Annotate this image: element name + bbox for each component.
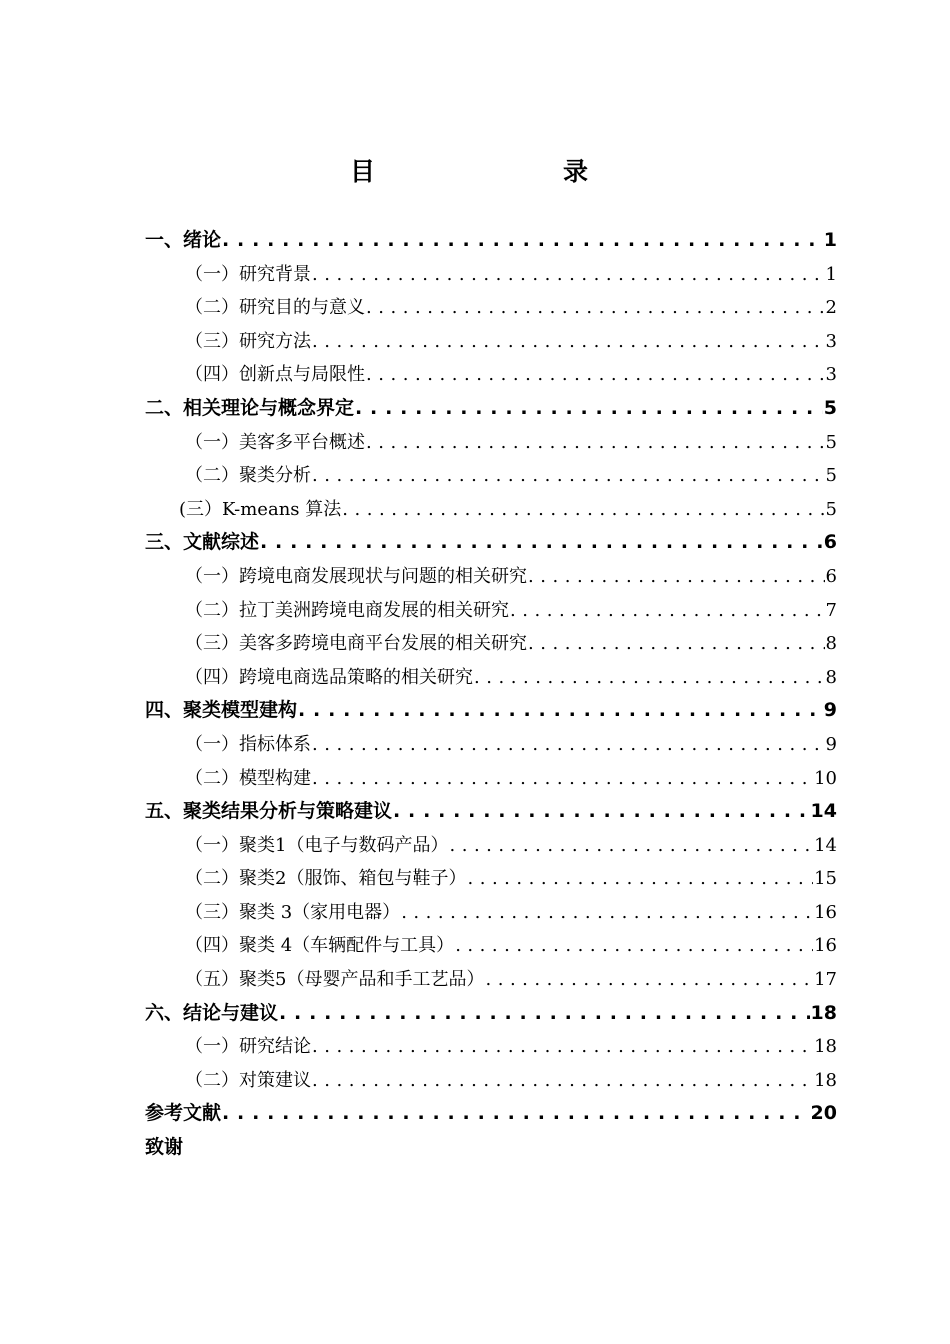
toc-entry-text: （五）聚类5（母婴产品和手工艺品） [185,969,485,991]
toc-page-number: 5 [825,498,837,520]
toc-entry-text: （二）对策建议 [185,1069,311,1091]
toc-page-number: 6 [823,531,837,554]
toc-entry[interactable] [145,1097,837,1131]
toc-page-number: 18 [814,1036,837,1058]
toc-entry-text: 一、绪论 [145,229,222,251]
toc-page-number: 1 [825,263,837,285]
toc-entry-text: （一）指标体系 [185,733,311,755]
toc-entry-text: （一）跨境电商发展现状与问题的相关研究 [185,565,527,587]
toc-entry[interactable] [145,762,837,796]
toc-entry-text: 六、结论与建议 [145,1001,279,1024]
toc-leader [401,896,813,930]
toc-leader [312,258,825,292]
toc-page-number: 15 [814,868,837,890]
toc-entry[interactable] [145,358,837,392]
toc-page-number: 18 [810,1001,837,1024]
toc-entry-text: （二）聚类分析 [185,465,311,487]
toc-page-number: 8 [825,666,837,688]
toc-leader [366,426,825,460]
toc-entry-text: （三）研究方法 [185,330,311,352]
toc-leader [298,694,823,728]
toc-entry[interactable] [145,829,837,863]
toc-entry-text: （四）创新点与局限性 [185,364,365,386]
toc-entry[interactable] [145,627,837,661]
toc-leader [222,1097,810,1131]
toc-title: 目 录 [349,157,634,186]
toc-entry[interactable] [145,963,837,997]
toc-entry[interactable] [145,896,837,930]
toc-leader [342,493,824,527]
toc-entry-text: （四）跨境电商选品策略的相关研究 [185,666,473,688]
toc-page-number: 5 [825,431,837,453]
toc-entry-text: 致谢 [145,1136,184,1159]
toc-entry-text: （三）美客多跨境电商平台发展的相关研究 [185,633,527,655]
toc-leader [366,291,825,325]
toc-leader [312,762,813,796]
toc-page-number: 3 [825,330,837,352]
toc-leader [455,929,813,963]
toc-entry[interactable] [145,1030,837,1064]
toc-entry-text: （二）模型构建 [185,767,311,789]
toc-entry[interactable] [145,493,837,527]
toc-page-number: 16 [814,901,837,923]
toc-leader [528,560,825,594]
toc-page-number: 14 [810,800,837,823]
toc-leader [528,627,825,661]
toc-entry[interactable] [145,1064,837,1098]
table-of-contents [145,224,837,1165]
toc-page-number: 18 [814,1069,837,1091]
toc-entry-text: （二）拉丁美洲跨境电商发展的相关研究 [185,599,509,621]
toc-page-number: 5 [823,396,837,419]
toc-page-number: 9 [823,699,837,722]
toc-entry-text: （三）聚类 3（家用电器） [185,901,401,923]
toc-leader [449,829,813,863]
toc-entry[interactable] [145,325,837,359]
toc-page-number: 6 [825,565,837,587]
toc-page-number: 10 [814,767,837,789]
toc-entry[interactable] [145,426,837,460]
toc-leader [366,358,825,392]
toc-entry[interactable] [145,594,837,628]
toc-entry-text: 四、聚类模型建构 [145,699,298,722]
toc-entry[interactable] [145,459,837,493]
toc-entry-text: （四）聚类 4（车辆配件与工具） [185,935,455,957]
toc-entry-text: 二、相关理论与概念界定 [145,396,355,419]
toc-leader [485,963,813,997]
toc-entry-text: （二）聚类2（服饰、箱包与鞋子） [185,868,467,890]
toc-entry[interactable] [145,560,837,594]
toc-leader [222,224,823,258]
toc-entry-text: （一）美客多平台概述 [185,431,365,453]
toc-page-number: 20 [810,1102,837,1125]
toc-entry[interactable] [145,661,837,695]
toc-entry[interactable] [145,392,837,426]
toc-page-number: 9 [825,733,837,755]
toc-page-number: 8 [825,633,837,655]
toc-entry-text: （二）研究目的与意义 [185,297,365,319]
toc-leader [355,392,823,426]
toc-page-number: 2 [825,297,837,319]
toc-entry-text: 三、文献综述 [145,531,260,554]
toc-leader [510,594,825,628]
toc-leader [312,728,825,762]
toc-entry[interactable] [145,258,837,292]
toc-leader [393,795,810,829]
toc-leader [312,325,825,359]
toc-leader [312,1064,813,1098]
toc-leader [312,459,825,493]
toc-entry[interactable] [145,728,837,762]
toc-leader [279,997,810,1031]
toc-leader [474,661,825,695]
toc-leader [312,1030,813,1064]
toc-entry[interactable] [145,694,837,728]
toc-leader [260,526,823,560]
toc-page-number: 14 [814,834,837,856]
toc-entry[interactable] [145,224,837,258]
toc-entry-text: （一）研究结论 [185,1036,311,1058]
toc-page-number: 16 [814,935,837,957]
toc-entry[interactable] [145,795,837,829]
toc-entry-text: (三）K-means 算法 [179,498,342,520]
toc-page-number: 5 [825,465,837,487]
toc-entry[interactable] [145,291,837,325]
toc-entry-text: 五、聚类结果分析与策略建议 [145,800,393,823]
toc-page-number: 3 [825,364,837,386]
toc-entry[interactable] [145,929,837,963]
toc-entry[interactable] [145,862,837,896]
toc-entry[interactable] [145,997,837,1031]
toc-entry-text: （一）聚类1（电子与数码产品） [185,834,449,856]
toc-entry-text: （一）研究背景 [185,263,311,285]
toc-entry[interactable] [145,1131,837,1165]
toc-page-number: 7 [825,599,837,621]
toc-leader [467,862,813,896]
toc-page-number: 1 [823,229,837,251]
toc-entry[interactable] [145,526,837,560]
toc-entry-text: 参考文献 [145,1102,222,1125]
toc-page-number: 17 [814,969,837,991]
